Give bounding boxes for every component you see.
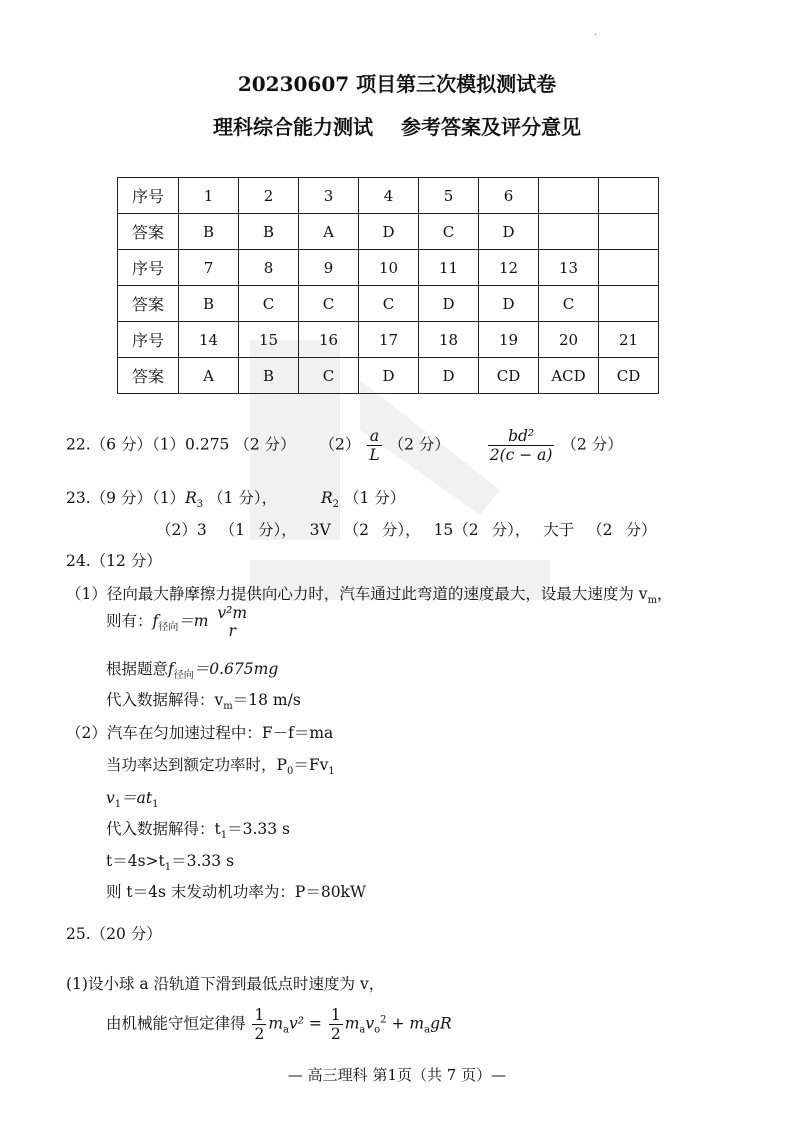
table-cell: B (179, 286, 239, 322)
q25-tail-sub: a (424, 1024, 431, 1036)
q24-according: 根据题意 (106, 660, 169, 678)
q22-part3-score: （2 分） (561, 435, 623, 454)
q25-half-1 (252, 1006, 266, 1043)
q24-p2-l4-text: 代入数据解得：t (106, 820, 221, 838)
q24-p1-sub: m (647, 595, 658, 607)
q24-label: 24.（12 分） (66, 552, 162, 570)
q25-p1-l2: 由机械能守恒定律得 (106, 1014, 246, 1033)
table-cell (599, 214, 659, 250)
table-cell (599, 178, 659, 214)
subtitle-left: 理科综合能力测试 (213, 115, 373, 139)
table-cell (599, 286, 659, 322)
q22-fraction-bd2 (488, 427, 555, 464)
table-row (118, 214, 659, 250)
table-cell: 19 (479, 322, 539, 358)
table-cell: C (419, 214, 479, 250)
q25-v-right-sup: 2 (380, 1014, 387, 1026)
table-cell: CD (479, 358, 539, 394)
q23-r2: R (320, 489, 333, 507)
table-cell: 1 (179, 178, 239, 214)
table-cell: C (239, 286, 299, 322)
table-cell (599, 250, 659, 286)
q25-m-right: m (344, 1014, 360, 1033)
table-cell: ACD (539, 358, 599, 394)
q24-then: 则有： (106, 612, 153, 630)
q25-half-2-num: 1 (330, 1006, 341, 1024)
q24-p1-l4 (106, 688, 301, 712)
table-cell: 7 (179, 250, 239, 286)
q23-score1: （1 分）， (208, 489, 278, 507)
table-row (118, 358, 659, 394)
table-cell: D (419, 358, 479, 394)
q24-p1 (66, 582, 673, 606)
q24-p2-l2-mid: ＝Fv (293, 756, 329, 774)
q24-p2-l3-sub: 1 (114, 799, 122, 811)
table-cell: 8 (239, 250, 299, 286)
q24-p2-l5 (106, 849, 234, 873)
table-cell: A (299, 214, 359, 250)
table-cell: 15 (239, 322, 299, 358)
row-header-cell: 序号 (118, 250, 179, 286)
subtitle-right: 参考答案及评分意见 (401, 115, 581, 139)
q23-label: 23.（9 分）（1） (66, 489, 186, 507)
q23-r3: R (185, 489, 197, 507)
q24-p2-l3-mid: ＝at (121, 789, 153, 807)
table-cell: 13 (539, 250, 599, 286)
q24-p2-l4-sub: 1 (220, 830, 228, 842)
table-cell: 21 (599, 322, 659, 358)
q24-frac-den: r (228, 622, 236, 640)
q25-half-1-den: 2 (254, 1025, 265, 1043)
table-cell (539, 178, 599, 214)
table-cell: CD (599, 358, 659, 394)
table-row (118, 250, 659, 286)
table-cell: D (419, 286, 479, 322)
table-cell: 20 (539, 322, 599, 358)
q24-frac-num: v²m (217, 604, 248, 622)
q22-frac1-den: L (369, 446, 380, 464)
q23-line2: （2）3 （1 分）， 3V （2 分）， 15（2 分）， 大于 （2 分） (156, 521, 657, 539)
q23-r2-sub: 2 (332, 499, 340, 511)
q25-label: 25.（20 分） (66, 925, 162, 943)
page-footer: — 高三理科 第1页（共 7 页）— (287, 1066, 507, 1084)
table-cell: 10 (359, 250, 419, 286)
q24-p1-formula (106, 604, 251, 640)
q25-v-left: v² (289, 1014, 304, 1033)
q25-half-1-num: 1 (254, 1006, 265, 1024)
q22-part2: （2） (319, 435, 361, 454)
page-subtitle (0, 111, 794, 140)
q24-p1-text: （1）径向最大静摩擦力提供向心力时，汽车通过此弯道的速度最大，设最大速度为 v (66, 585, 648, 603)
q22-frac2-den: 2(c − a) (489, 446, 553, 464)
q25-half-2 (329, 1006, 343, 1043)
table-cell: B (179, 214, 239, 250)
table-cell: D (359, 358, 419, 394)
q24-p2-l2-sub2: 1 (328, 766, 335, 778)
answer-table (117, 177, 659, 394)
q25-m-right-sub: a (359, 1024, 366, 1036)
q24-l4-sub: m (223, 701, 233, 713)
q24-p2-l3 (106, 786, 159, 810)
q24-p2-l2-sub: 0 (286, 766, 294, 778)
q24-fraction-vm2-over-r (215, 604, 249, 640)
q24-l3-f: f (168, 660, 174, 678)
q25-equals: = (303, 1014, 327, 1033)
q24-f-sub: 径向 (158, 622, 179, 634)
table-cell: C (299, 286, 359, 322)
q24-p2-l2 (106, 753, 335, 777)
table-cell: 3 (299, 178, 359, 214)
row-header-cell: 答案 (118, 214, 179, 250)
table-cell: C (539, 286, 599, 322)
q22-label: 22.（6 分）（1）0.275 （2 分） (66, 435, 296, 454)
table-cell: 5 (419, 178, 479, 214)
table-cell: A (179, 358, 239, 394)
table-cell: 9 (299, 250, 359, 286)
table-row (118, 178, 659, 214)
table-cell: C (299, 358, 359, 394)
row-header-cell: 答案 (118, 286, 179, 322)
q22-frac2-num: bd² (488, 427, 555, 446)
table-cell: 11 (419, 250, 479, 286)
corner-mark: · (594, 30, 598, 41)
q25-m-left: m (268, 1014, 284, 1033)
q23-line1 (66, 486, 405, 510)
q22-fraction-a-over-l (367, 427, 381, 464)
table-cell: 17 (359, 322, 419, 358)
table-cell: D (479, 214, 539, 250)
table-cell: D (479, 286, 539, 322)
table-cell: 2 (239, 178, 299, 214)
q25-v-right: v (365, 1014, 375, 1033)
table-cell: 14 (179, 322, 239, 358)
q25-tail: + m (386, 1014, 425, 1033)
q24-p2-l5-sub: 1 (164, 862, 172, 874)
q24-p1-end: ， (657, 585, 673, 603)
q24-f: f (152, 612, 159, 630)
row-header-cell: 答案 (118, 358, 179, 394)
q24-l3-eq: ＝0.675mg (193, 660, 279, 678)
q25-v-right-sub: o (374, 1024, 381, 1036)
q22-part2-score: （2 分） (388, 435, 450, 454)
q25-m-left-sub: a (283, 1024, 289, 1036)
table-cell: B (239, 214, 299, 250)
q25-half-2-den: 2 (330, 1025, 341, 1043)
q24-p2-l4 (106, 817, 290, 841)
q25-p1: (1)设小球 a 沿轨道下滑到最低点时速度为 v， (66, 975, 385, 993)
table-row (118, 322, 659, 358)
table-row (118, 286, 659, 322)
table-cell: D (359, 214, 419, 250)
q24-l3-fsub: 径向 (173, 670, 194, 682)
table-cell: 6 (479, 178, 539, 214)
q24-p2-l2-text: 当功率达到额定功率时，P (106, 756, 287, 774)
q24-eq: ＝m (178, 612, 209, 630)
q24-l4-end: ＝18 m/s (232, 691, 301, 709)
q22-line (66, 427, 623, 464)
q25-tail-end: gR (430, 1014, 452, 1033)
q23-score2: （1 分） (343, 489, 406, 507)
q24-p2-l4-end: ＝3.33 s (227, 820, 291, 838)
table-cell: 4 (359, 178, 419, 214)
row-header-cell: 序号 (118, 322, 179, 358)
q24-p1-l3 (106, 657, 278, 681)
table-cell: 12 (479, 250, 539, 286)
q24-p2-l5-end: ＝3.33 s (171, 852, 235, 870)
q24-p2: （2）汽车在匀加速过程中：F－f＝ma (66, 724, 334, 742)
table-cell: C (359, 286, 419, 322)
q23-r3-sub: 3 (196, 499, 204, 511)
q25-energy-equation (106, 1006, 452, 1043)
table-cell: 16 (299, 322, 359, 358)
q24-p2-l5-text: t＝4s>t (106, 852, 165, 870)
q24-p2-l3-sub2: 1 (152, 799, 159, 811)
q24-l4-text: 代入数据解得：v (106, 691, 224, 709)
table-cell: B (239, 358, 299, 394)
q24-p2-l3-v: v (106, 789, 115, 807)
table-cell (539, 214, 599, 250)
row-header-cell: 序号 (118, 178, 179, 214)
page-title: 20230607 项目第三次模拟测试卷 (237, 72, 557, 96)
table-cell: 18 (419, 322, 479, 358)
q22-frac1-num: a (367, 427, 381, 446)
q24-p2-l6: 则 t＝4s 末发动机功率为：P＝80kW (106, 883, 366, 901)
